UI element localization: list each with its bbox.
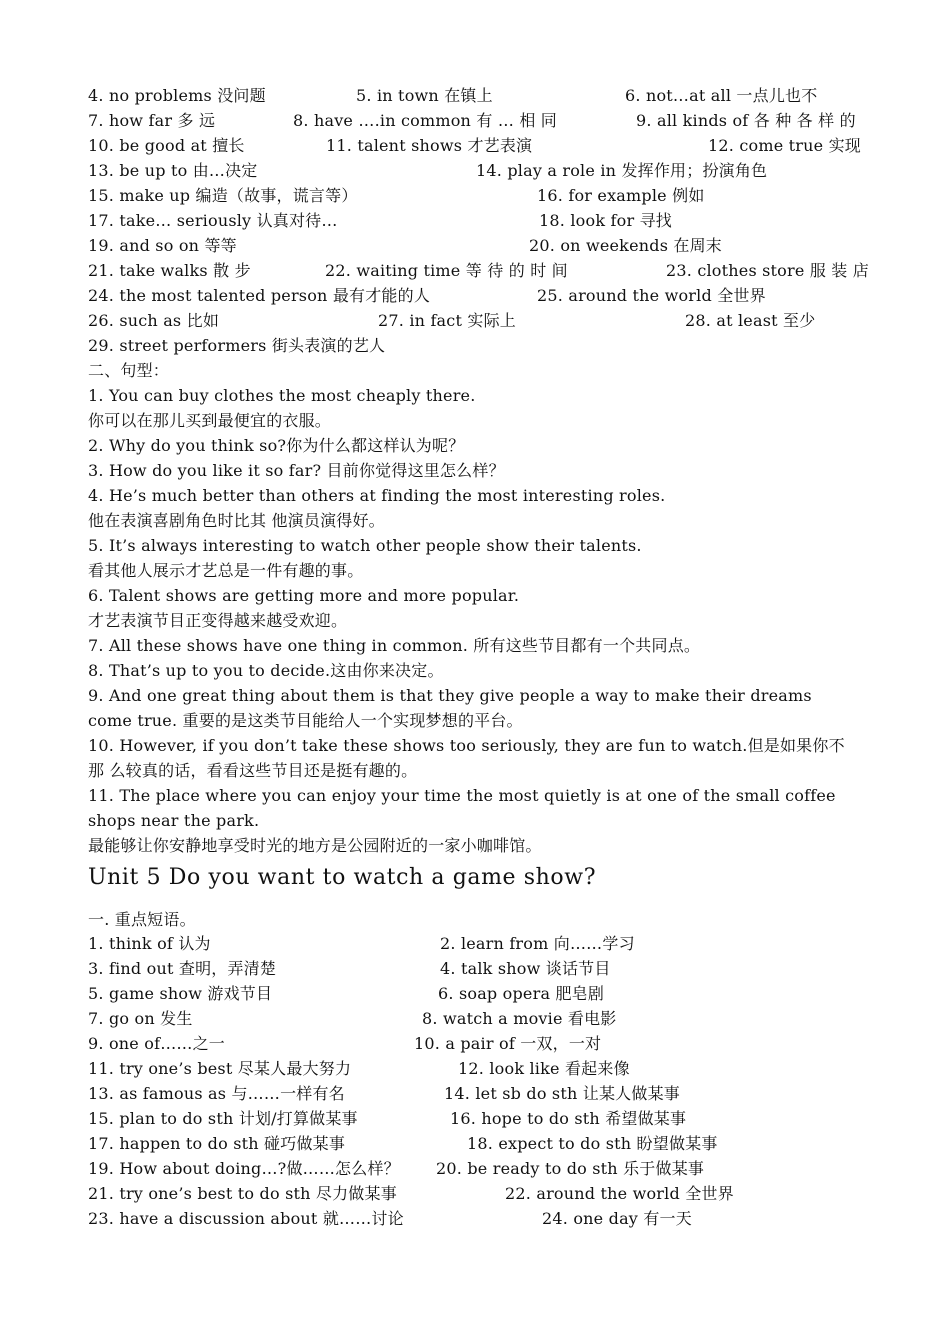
phrase-item: 6. soap opera 肥皂剧 (438, 984, 605, 1003)
phrase-item: 6. not…at all 一点儿也不 (625, 86, 818, 105)
phrase-item: 11. talent shows 才艺表演 (326, 136, 533, 155)
phrase-item: 13. as famous as 与……一样有名 (88, 1084, 345, 1103)
phrase-item: 10. be good at 擅长 (88, 136, 245, 155)
phrase-item: 1. think of 认为 (88, 934, 211, 953)
phrase-item: 4. talk show 谈话节目 (440, 959, 611, 978)
sentence-line: 8. That’s up to you to decide.这由你来决定。 (88, 661, 444, 680)
phrase-item: 5. in town 在镇上 (356, 86, 493, 105)
phrase-item: 24. the most talented person 最有才能的人 (88, 286, 431, 305)
phrase-item: 21. take walks 散 步 (88, 261, 251, 280)
phrase-item: 19. and so on 等等 (88, 236, 237, 255)
sentence-line: 6. Talent shows are getting more and more popular. (88, 586, 520, 605)
phrase-item: 12. look like 看起来像 (458, 1059, 630, 1078)
sentence-line: 看其他人展示才艺总是一件有趣的事。 (88, 561, 364, 580)
unit-title: Unit 5 Do you want to watch a game show? (88, 865, 597, 890)
phrase-item: 18. look for 寻找 (539, 211, 672, 230)
phrase-item: 9. all kinds of 各 种 各 样 的 (636, 111, 856, 130)
phrase-item: 8. have ….in common 有 … 相 同 (293, 111, 558, 130)
phrase-item: 26. such as 比如 (88, 311, 220, 330)
phrase-item: 22. waiting time 等 待 的 时 间 (325, 261, 568, 280)
sentence-line: come true. 重要的是这类节目能给人一个实现梦想的平台。 (88, 711, 523, 730)
phrase-item: 22. around the world 全世界 (505, 1184, 734, 1203)
phrase-item: 8. watch a movie 看电影 (422, 1009, 617, 1028)
phrase-item: 13. be up to 由…决定 (88, 161, 258, 180)
sentence-line: 9. And one great thing about them is that they give people a way to make their dreams (88, 686, 812, 705)
sentence-line: shops near the park. (88, 811, 260, 830)
phrase-item: 28. at least 至少 (685, 311, 816, 330)
phrase-item: 12. come true 实现 (708, 136, 861, 155)
phrase-item: 20. be ready to do sth 乐于做某事 (436, 1159, 705, 1178)
sentence-line: 最能够让你安静地享受时光的地方是公园附近的一家小咖啡馆。 (88, 836, 542, 855)
phrase-item: 14. play a role in 发挥作用；扮演角色 (476, 161, 768, 180)
phrase-item: 27. in fact 实际上 (378, 311, 516, 330)
sentence-line: 3. How do you like it so far? 目前你觉得这里怎么样？ (88, 461, 505, 480)
phrase-item: 29. street performers 街头表演的艺人 (88, 336, 386, 355)
sentence-line: 11. The place where you can enjoy your time the most quietly is at one of the small coffee (88, 786, 836, 805)
phrase-item: 5. game show 游戏节目 (88, 984, 273, 1003)
sentence-line: 5. It’s always interesting to watch other people show their talents. (88, 536, 642, 555)
phrase-item: 16. for example 例如 (537, 186, 705, 205)
sentence-line: 4. He’s much better than others at finding the most interesting roles. (88, 486, 666, 505)
sentence-line: 才艺表演节目正变得越来越受欢迎。 (88, 611, 348, 630)
section-heading: 二、句型： (88, 361, 170, 380)
sentence-line: 那 么较真的话，看看这些节目还是挺有趣的。 (88, 761, 418, 780)
phrase-item: 16. hope to do sth 希望做某事 (450, 1109, 687, 1128)
sentence-line: 2. Why do you think so?你为什么都这样认为呢？ (88, 436, 465, 455)
phrase-item: 15. plan to do sth 计划/打算做某事 (88, 1109, 358, 1128)
sentence-line: 1. You can buy clothes the most cheaply there. (88, 386, 476, 405)
phrase-item: 11. try one’s best 尽某人最大努力 (88, 1059, 352, 1078)
phrase-item: 20. on weekends 在周末 (529, 236, 722, 255)
sentence-line: 10. However, if you don’t take these shows too seriously, they are fun to watch.但是如果你不 (88, 736, 845, 755)
phrase-item: 14. let sb do sth 让某人做某事 (444, 1084, 680, 1103)
phrase-item: 18. expect to do sth 盼望做某事 (467, 1134, 718, 1153)
phrase-item: 17. take… seriously 认真对待… (88, 211, 338, 230)
phrase-item: 10. a pair of 一双，一对 (414, 1034, 602, 1053)
phrase-item: 3. find out 查明，弄清楚 (88, 959, 277, 978)
phrase-item: 19. How about doing…?做……怎么样？ (88, 1159, 400, 1178)
phrase-item: 15. make up 编造（故事，谎言等） (88, 186, 358, 205)
phrase-item: 23. clothes store 服 装 店 (666, 261, 869, 280)
phrase-item: 24. one day 有一天 (542, 1209, 692, 1228)
phrase-item: 4. no problems 没问题 (88, 86, 266, 105)
section-heading: 一. 重点短语。 (88, 910, 196, 929)
sentence-line: 你可以在那儿买到最便宜的衣服。 (88, 411, 332, 430)
phrase-item: 2. learn from 向……学习 (440, 934, 635, 953)
phrase-item: 23. have a discussion about 就……讨论 (88, 1209, 404, 1228)
phrase-item: 17. happen to do sth 碰巧做某事 (88, 1134, 346, 1153)
phrase-item: 7. go on 发生 (88, 1009, 193, 1028)
phrase-item: 7. how far 多 远 (88, 111, 216, 130)
phrase-item: 21. try one’s best to do sth 尽力做某事 (88, 1184, 397, 1203)
phrase-item: 9. one of……之一 (88, 1034, 225, 1053)
phrase-item: 25. around the world 全世界 (537, 286, 766, 305)
sentence-line: 他在表演喜剧角色时比其 他演员演得好。 (88, 511, 385, 530)
sentence-line: 7. All these shows have one thing in common. 所有这些节目都有一个共同点。 (88, 636, 701, 655)
